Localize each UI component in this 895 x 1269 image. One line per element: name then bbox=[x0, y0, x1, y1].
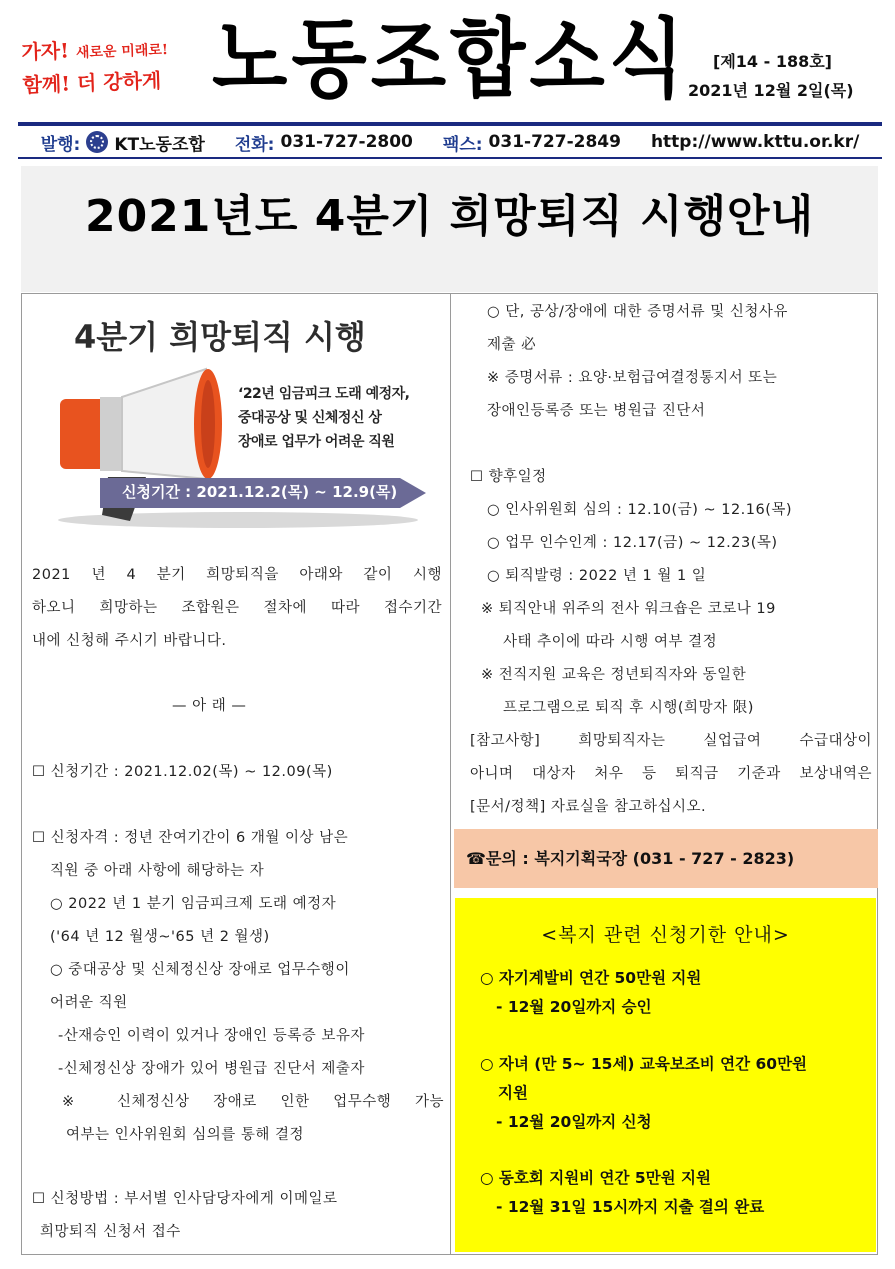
banner-note-line: ‘22년 임금피크 도래 예정자, bbox=[238, 386, 410, 402]
reference-line: 아니며 대상자 처우 등 퇴직금 기준과 보상내역은 bbox=[470, 766, 872, 782]
welfare-item: - 12월 31일 15시까지 지출 결의 완료 bbox=[496, 1198, 765, 1216]
intro-line: 내에 신청해 주시기 바랍니다. bbox=[32, 633, 227, 649]
welfare-item: ○ 동호회 지원비 연간 5만원 지원 bbox=[480, 1169, 711, 1187]
website-link[interactable]: http://www.kttu.or.kr/ bbox=[650, 132, 860, 152]
publisher-row bbox=[18, 127, 882, 157]
qualification-line: 어려운 직원 bbox=[50, 995, 128, 1011]
intro-line: 2021 년 4 분기 희망퇴직을 아래와 같이 시행 bbox=[32, 567, 442, 583]
qualification-line: 직원 중 아래 사항에 해당하는 자 bbox=[50, 863, 265, 879]
reference-line: [문서/정책] 자료실을 참고하십시오. bbox=[470, 799, 707, 815]
qualification-line: ☐ 신청자격 : 정년 잔여기간이 6 개월 이상 남은 bbox=[32, 830, 349, 846]
issue-date: 2021년 12월 2일(목) bbox=[688, 81, 854, 100]
welfare-item: - 12월 20일까지 승인 bbox=[496, 998, 652, 1016]
welfare-item: ○ 자녀 (만 5~ 15세) 교육보조비 연간 60만원 bbox=[480, 1055, 808, 1073]
application-period-banner: 신청기간 : 2021.12.2(목) ~ 12.9(목) bbox=[122, 483, 398, 501]
qualification-line: 여부는 인사위원회 심의를 통해 결정 bbox=[66, 1127, 305, 1143]
banner-note-line: 중대공상 및 신체정신 상 bbox=[238, 410, 382, 426]
method-line: 희망퇴직 신청서 접수 bbox=[40, 1224, 181, 1240]
qualification-line: -신체정신상 장애가 있어 병원급 진단서 제출자 bbox=[58, 1061, 365, 1077]
headline: 2021년도 4분기 희망퇴직 시행안내 bbox=[84, 191, 815, 242]
reference-line: [참고사항] 희망퇴직자는 실업급여 수급대상이 bbox=[470, 733, 872, 749]
schedule-note: ※ 전직지원 교육은 정년퇴직자와 동일한 bbox=[481, 667, 747, 683]
banner-note-line: 장애로 업무가 어려운 직원 bbox=[238, 434, 395, 450]
newsletter-title: 노동조합소식 bbox=[212, 10, 689, 110]
contact-info: ☎문의 : 복지기획국장 (031 - 727 - 2823) bbox=[466, 849, 795, 868]
method-line: ☐ 신청방법 : 부서별 인사담당자에게 이메일로 bbox=[32, 1191, 338, 1207]
phone-number: 031-727-2800 bbox=[280, 132, 413, 152]
slogan-1a: 가자! bbox=[21, 38, 70, 65]
welfare-item: ○ 자기계발비 연간 50만원 지원 bbox=[480, 969, 702, 987]
slogan-2b: 더 강하게 bbox=[76, 68, 162, 96]
fax-number: 031-727-2849 bbox=[488, 132, 621, 152]
publisher-label: 발행: bbox=[40, 134, 81, 155]
below-heading: — 아 래 — bbox=[172, 698, 247, 714]
schedule-item: ○ 퇴직발령 : 2022 년 1 월 1 일 bbox=[487, 568, 707, 584]
qualification-line: -산재승인 이력이 있거나 장애인 등록증 보유자 bbox=[58, 1028, 365, 1044]
banner-title: 4분기 희망퇴직 시행 bbox=[74, 318, 366, 356]
welfare-item: 지원 bbox=[498, 1084, 528, 1102]
qualification-line: ('64 년 12 월생~'65 년 2 월생) bbox=[50, 929, 270, 945]
schedule-item: ○ 인사위원회 심의 : 12.10(금) ~ 12.16(목) bbox=[487, 502, 793, 518]
schedule-note: 사태 추이에 따라 시행 여부 결정 bbox=[503, 634, 718, 650]
qualification-line: ○ 중대공상 및 신체정신상 장애로 업무수행이 bbox=[50, 962, 350, 978]
masthead-rule-bottom bbox=[18, 157, 882, 159]
slogan-1b: 새로운 미래로! bbox=[75, 42, 169, 62]
column-divider bbox=[450, 293, 451, 1255]
proof-line: 제출 必 bbox=[487, 337, 537, 353]
banner-note bbox=[238, 382, 438, 454]
proof-line: ○ 단, 공상/장애에 대한 증명서류 및 신청사유 bbox=[487, 304, 788, 320]
fax-label: 팩스: bbox=[442, 134, 483, 155]
schedule-note: 프로그램으로 퇴직 후 시행(희망자 限) bbox=[503, 700, 754, 716]
intro-line: 하오니 희망하는 조합원은 절차에 따라 접수기간 bbox=[32, 600, 442, 616]
masthead-rule-top bbox=[18, 122, 882, 126]
publisher-org: KT노동조합 bbox=[114, 134, 205, 155]
schedule-item: ○ 업무 인수인계 : 12.17(금) ~ 12.23(목) bbox=[487, 535, 778, 551]
issue-number: [제14 - 188호] bbox=[713, 52, 832, 71]
welfare-notice-title: <복지 관련 신청기한 안내> bbox=[541, 924, 790, 946]
qualification-line: ○ 2022 년 1 분기 임금피크제 도래 예정자 bbox=[50, 896, 337, 912]
phone-label: 전화: bbox=[234, 134, 275, 155]
slogan bbox=[21, 31, 203, 100]
qualification-line: ※ 신체정신상 장애로 인한 업무수행 가능 bbox=[62, 1094, 444, 1110]
slogan-2a: 함께! bbox=[22, 71, 71, 98]
kt-union-logo-icon bbox=[86, 131, 108, 153]
application-period: ☐ 신청기간 : 2021.12.02(목) ~ 12.09(목) bbox=[32, 764, 333, 780]
schedule-note: ※ 퇴직안내 위주의 전사 워크숍은 코로나 19 bbox=[481, 601, 776, 617]
schedule-title: ☐ 향후일정 bbox=[470, 469, 547, 485]
welfare-item: - 12월 20일까지 신청 bbox=[496, 1113, 652, 1131]
proof-line: 장애인등록증 또는 병원급 진단서 bbox=[487, 403, 706, 419]
proof-line: ※ 증명서류 : 요양·보험급여결정통지서 또는 bbox=[487, 370, 778, 386]
